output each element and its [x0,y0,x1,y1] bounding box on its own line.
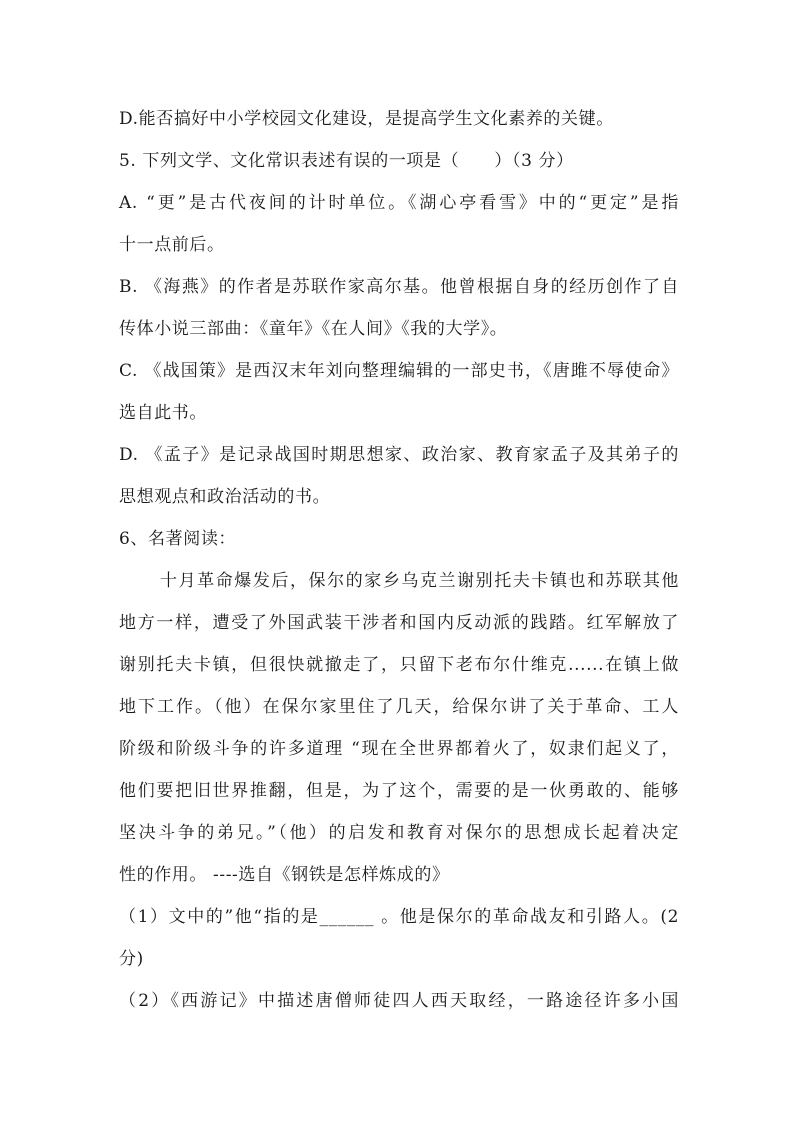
passage-source: 性的作用。 ----选自《钢铁是怎样炼成的》 [119,865,450,885]
passage-line-1: 十月革命爆发后，保尔的家乡乌克兰谢别托夫卡镇也和苏联其他 [160,571,679,591]
subquestion-1-line-1: （1）文中的”他“指的是______ 。他是保尔的革命战友和引路人。(2 [119,907,679,927]
passage-line-7: 坚决斗争的弟兄。”（他）的启发和教育对保尔的思想成长起着决定 [119,823,679,843]
option-c-line-1: C. 《战国策》是西汉末年刘向整理编辑的一部史书，《唐雎不辱使命》 [119,361,679,381]
option-d-line-1: D. 《孟子》是记录战国时期思想家、政治家、教育家孟子及其弟子的 [119,445,679,465]
passage-line-6: 他们要把旧世界推翻，但是，为了这个，需要的是一伙勇敢的、能够 [119,781,679,801]
option-d-q4: D.能否搞好中小学校园文化建设，是提高学生文化素养的关键。 [119,109,614,129]
option-a-line-1: A. “更”是古代夜间的计时单位。《湖心亭看雪》中的“更定”是指 [119,193,679,213]
option-a-line-2: 十一点前后。 [119,235,225,255]
passage-line-3: 谢别托夫卡镇，但很快就撤走了，只留下老布尔什维克......在镇上做 [119,655,679,675]
question-5-stem: 5. 下列文学、文化常识表述有误的一项是（ ）（3 分） [119,151,574,171]
subquestion-1-line-2: 分) [119,949,144,969]
option-b-line-2: 传体小说三部曲：《童年》《在人间》《我的大学》。 [119,319,508,339]
subquestion-2-line-1: （2）《西游记》中描述唐僧师徒四人西天取经，一路途径许多小国 [119,991,679,1011]
passage-line-4: 地下工作。（他）在保尔家里住了几天，给保尔讲了关于革命、工人 [119,697,679,717]
option-d-line-2: 思想观点和政治活动的书。 [119,487,331,507]
option-c-line-2: 选自此书。 [119,403,207,423]
passage-line-2: 地方一样，遭受了外国武装干涉者和国内反动派的践踏。红军解放了 [119,613,679,633]
question-6-heading: 6、名著阅读： [119,529,237,549]
passage-line-5: 阶级和阶级斗争的许多道理 “现在全世界都着火了，奴隶们起义了， [119,739,679,759]
option-b-line-1: B. 《海燕》的作者是苏联作家高尔基。他曾根据自身的经历创作了自 [119,277,679,297]
